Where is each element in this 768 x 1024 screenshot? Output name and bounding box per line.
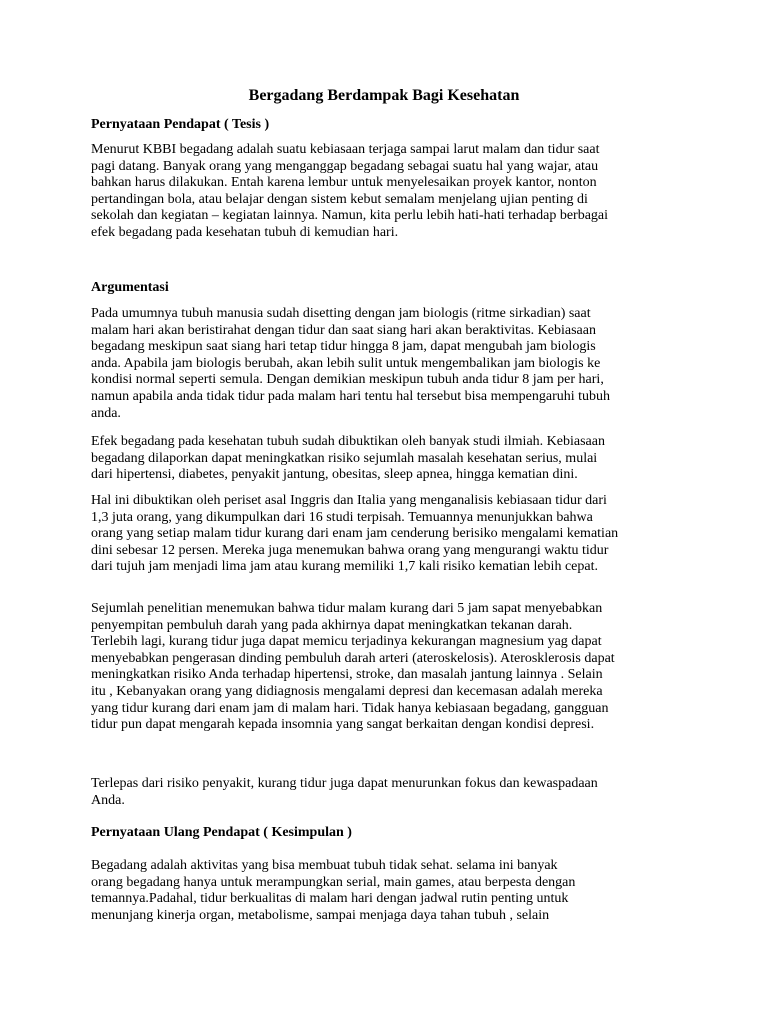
- text-line: tidur pun dapat mengarah kepada insomnia yang sangat berkaitan dengan kondisi depresi.: [91, 717, 595, 733]
- document-title: Bergadang Berdampak Bagi Kesehatan: [248, 87, 520, 104]
- text-line: penyempitan pembuluh darah yang pada akhirnya dapat meningkatkan tekanan darah.: [91, 617, 573, 633]
- heading-argumentasi: Argumentasi: [91, 280, 169, 295]
- paragraph-argumentasi-2: [91, 434, 691, 484]
- paragraph-argumentasi-4: [91, 601, 691, 734]
- text-line: Hal ini dibuktikan oleh periset asal Inggris dan Italia yang menganalisis kebiasaan tidur dari: [91, 493, 607, 508]
- paragraph-argumentasi-5: [91, 776, 691, 809]
- text-line: itu , Kebanyakan orang yang didiagnosis mengalami depresi dan kecemasan adalah mereka: [91, 683, 603, 699]
- text-line: Anda.: [91, 792, 125, 808]
- paragraph-argumentasi-3: [91, 493, 691, 576]
- text-line: menunjang kinerja organ, metabolisme, sampai menjaga daya tahan tubuh , selain: [91, 907, 550, 923]
- text-line: Begadang adalah aktivitas yang bisa membuat tubuh tidak sehat. selama ini banyak: [91, 858, 558, 873]
- text-line: Terlepas dari risiko penyakit, kurang tidur juga dapat menurunkan fokus dan kewaspadaan: [91, 776, 598, 791]
- text-line: kondisi normal seperti semula. Dengan demikian meskipun tubuh anda tidur 8 jam per hari,: [91, 372, 604, 388]
- text-line: orang begadang hanya untuk merampungkan serial, main games, atau berpesta dengan: [91, 874, 576, 890]
- text-line: sekolah dan kegiatan – kegiatan lainnya. Namun, kita perlu lebih hati-hati terhadap berbagai: [91, 208, 609, 224]
- text-line: menyebabkan pengerasan dinding pembuluh darah arteri (ateroskelosis). Aterosklerosis dapat: [91, 650, 615, 666]
- paragraph-tesis: [91, 142, 691, 242]
- text-line: pertandingan bola, atau belajar dengan sistem kebut semalam menjelang ujian penting di: [91, 191, 588, 207]
- text-line: efek begadang pada kesehatan tubuh di kemudian hari.: [91, 224, 399, 240]
- text-line: dari hipertensi, diabetes, penyakit jantung, obesitas, sleep apnea, hingga kematian dini.: [91, 467, 578, 483]
- paragraph-argumentasi-1: [91, 306, 691, 422]
- text-line: 1,3 juta orang, yang dikumpulkan dari 16 studi terpisah. Temuannya menunjukkan bahwa: [91, 509, 593, 525]
- text-line: namun apabila anda tidak tidur pada malam hari tentu hal tersebut bisa mempengaruhi tubuh: [91, 388, 611, 404]
- text-line: yang tidur kurang dari enam jam di malam hari. Tidak hanya kebiasaan begadang, gangguan: [91, 700, 609, 716]
- heading-tesis: Pernyataan Pendapat ( Tesis ): [91, 117, 270, 132]
- text-line: orang yang setiap malam tidur kurang dari enam jam cenderung berisiko mengalami kematian: [91, 526, 619, 542]
- text-line: Sejumlah penelitian menemukan bahwa tidur malam kurang dari 5 jam sapat menyebabkan: [91, 601, 603, 616]
- text-line: Efek begadang pada kesehatan tubuh sudah dibuktikan oleh banyak studi ilmiah. Kebiasaan: [91, 434, 605, 449]
- text-line: dini sebesar 12 persen. Mereka juga menemukan bahwa orang yang mengurangi waktu tidur: [91, 542, 609, 558]
- paragraph-kesimpulan: [91, 858, 691, 924]
- text-line: bahkan harus dilakukan. Entah karena lembur untuk menyelesaikan proyek kantor, nonton: [91, 175, 597, 191]
- text-line: Menurut KBBI begadang adalah suatu kebiasaan terjaga sampai larut malam dan tidur saat: [91, 142, 600, 157]
- text-line: malam hari akan beristirahat dengan tidur dan saat siang hari akan beraktivitas. Kebiasaan: [91, 322, 596, 338]
- text-line: begadang meskipun saat siang hari tetap tidur hingga 8 jam, dapat mengubah jam biologis: [91, 339, 596, 355]
- text-line: pagi datang. Banyak orang yang menganggap begadang sebagai suatu hal yang wajar, atau: [91, 158, 599, 174]
- text-line: begadang dilaporkan dapat meningkatkan risiko sejumlah masalah kesehatan serius, mulai: [91, 450, 598, 466]
- text-line: anda.: [91, 405, 121, 421]
- heading-kesimpulan: Pernyataan Ulang Pendapat ( Kesimpulan ): [91, 825, 352, 840]
- text-line: Pada umumnya tubuh manusia sudah disetting dengan jam biologis (ritme sirkadian) saat: [91, 306, 591, 321]
- text-line: meningkatkan risiko Anda terhadap hipertensi, stroke, dan masalah jantung lainnya . Selain: [91, 667, 603, 683]
- text-line: temannya.Padahal, tidur berkualitas di malam hari dengan jadwal rutin penting untuk: [91, 891, 569, 907]
- text-line: dari tujuh jam menjadi lima jam atau kurang memiliki 1,7 kali risiko kematian lebih cepat.: [91, 559, 598, 575]
- text-line: anda. Apabila jam biologis berubah, akan lebih sulit untuk mengembalikan jam biologis ke: [91, 355, 601, 371]
- text-line: Terlebih lagi, kurang tidur juga dapat memicu terjadinya kekurangan magnesium yag dapat: [91, 634, 602, 650]
